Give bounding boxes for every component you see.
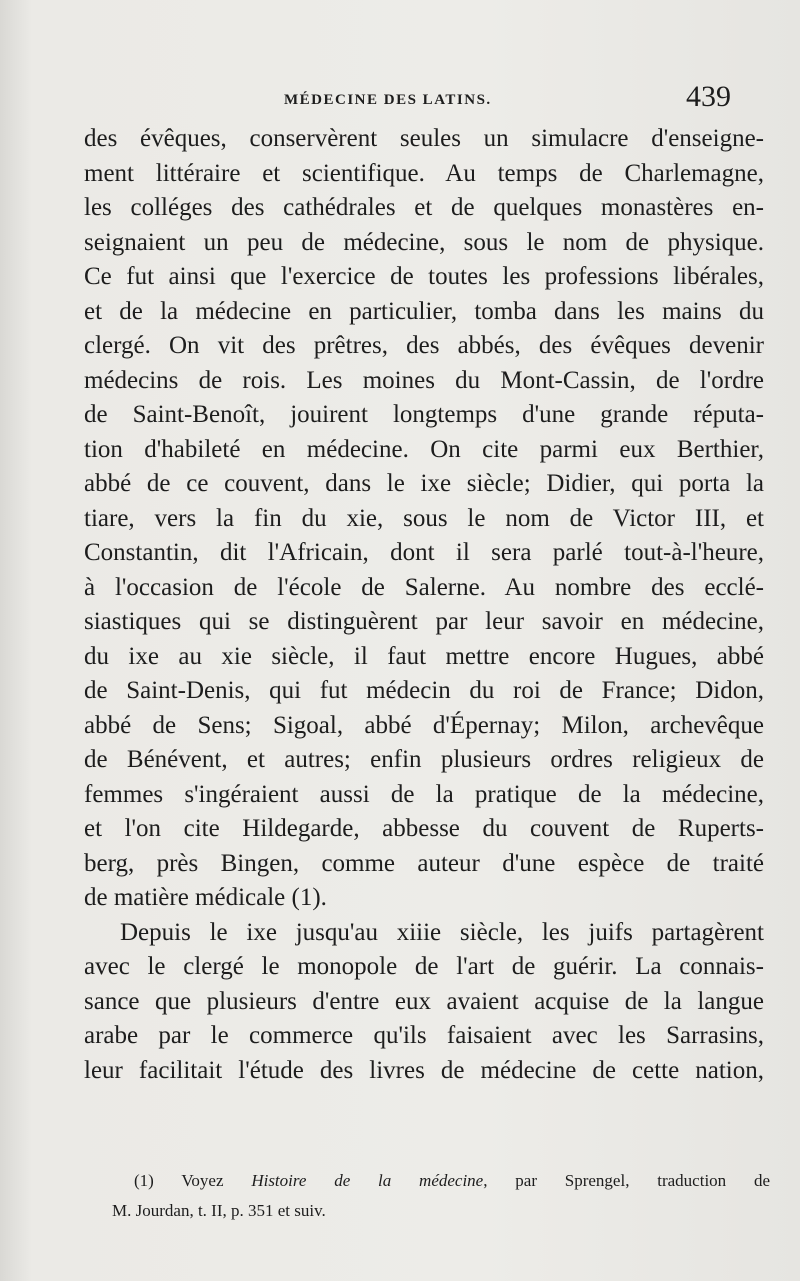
text-line: Ce fut ainsi que l'exercice de toutes les professions libérales, xyxy=(84,263,764,290)
text-line: clergé. On vit des prêtres, des abbés, des évêques devenir xyxy=(84,332,764,359)
page-header xyxy=(0,80,800,122)
footnote-text: Voyez xyxy=(181,1171,224,1190)
text-line: avec le clergé le monopole de l'art de guérir. La connais- xyxy=(84,953,764,980)
footnote-line xyxy=(114,1166,770,1196)
footnote-text: , par Sprengel, traduction de xyxy=(483,1171,771,1190)
text-line: ment littéraire et scientifique. Au temps de Charlemagne, xyxy=(84,159,764,187)
text-line: berg, près Bingen, comme auteur d'une espèce de traité xyxy=(84,849,764,877)
text-line: de Saint-Benoît, jouirent longtemps d'une grande réputa- xyxy=(84,401,764,428)
text-line: seignaient un peu de médecine, sous le nom de physique. xyxy=(84,228,764,256)
text-line: les colléges des cathédrales et de quelques monastères en- xyxy=(84,194,764,221)
page-number: 439 xyxy=(686,80,731,113)
footnote-marker: (1) xyxy=(134,1171,154,1190)
text-line: leur facilitait l'étude des livres de médecine de cette nation, xyxy=(84,1056,764,1084)
text-line: médecins de rois. Les moines du Mont-Cassin, de l'ordre xyxy=(84,366,764,394)
text-line: du ixe au xie siècle, il faut mettre encore Hugues, abbé xyxy=(84,642,764,670)
text-line: siastiques qui se distinguèrent par leur savoir en médecine, xyxy=(84,608,764,635)
text-line: arabe par le commerce qu'ils faisaient avec les Sarrasins, xyxy=(84,1022,764,1049)
text-line: à l'occasion de l'école de Salerne. Au nombre des ecclé- xyxy=(84,573,764,601)
body-text xyxy=(84,122,764,1088)
text-line: Depuis le ixe jusqu'au xiiie siècle, les juifs partagèrent xyxy=(120,918,764,946)
text-line: Constantin, dit l'Africain, dont il sera parlé tout-à-l'heure, xyxy=(84,539,764,566)
running-title: MÉDECINE DES LATINS. xyxy=(284,92,492,108)
text-line: abbé de ce couvent, dans le ixe siècle; Didier, qui porta la xyxy=(84,470,764,497)
footnote-title: Histoire de la médecine xyxy=(251,1171,484,1190)
text-line: de matière médicale (1). xyxy=(84,884,327,911)
text-line: tion d'habileté en médecine. On cite parmi eux Berthier, xyxy=(84,435,764,463)
text-line: de Saint-Denis, qui fut médecin du roi de France; Didon, xyxy=(84,677,764,704)
text-line: et l'on cite Hildegarde, abbesse du couvent de Ruperts- xyxy=(84,815,764,842)
text-line: abbé de Sens; Sigoal, abbé d'Épernay; Milon, archevêque xyxy=(84,711,764,739)
text-line: sance que plusieurs d'entre eux avaient acquise de la langue xyxy=(84,987,764,1015)
footnote-line: M. Jourdan, t. II, p. 351 et suiv. xyxy=(112,1201,326,1220)
text-line: des évêques, conservèrent seules un simulacre d'enseigne- xyxy=(84,125,764,152)
text-line: et de la médecine en particulier, tomba dans les mains du xyxy=(84,297,764,325)
text-line: femmes s'ingéraient aussi de la pratique de la médecine, xyxy=(84,780,764,808)
text-line: tiare, vers la fin du xie, sous le nom de Victor III, et xyxy=(84,504,764,532)
text-line: de Bénévent, et autres; enfin plusieurs ordres religieux de xyxy=(84,746,764,773)
footnote xyxy=(114,1166,770,1226)
